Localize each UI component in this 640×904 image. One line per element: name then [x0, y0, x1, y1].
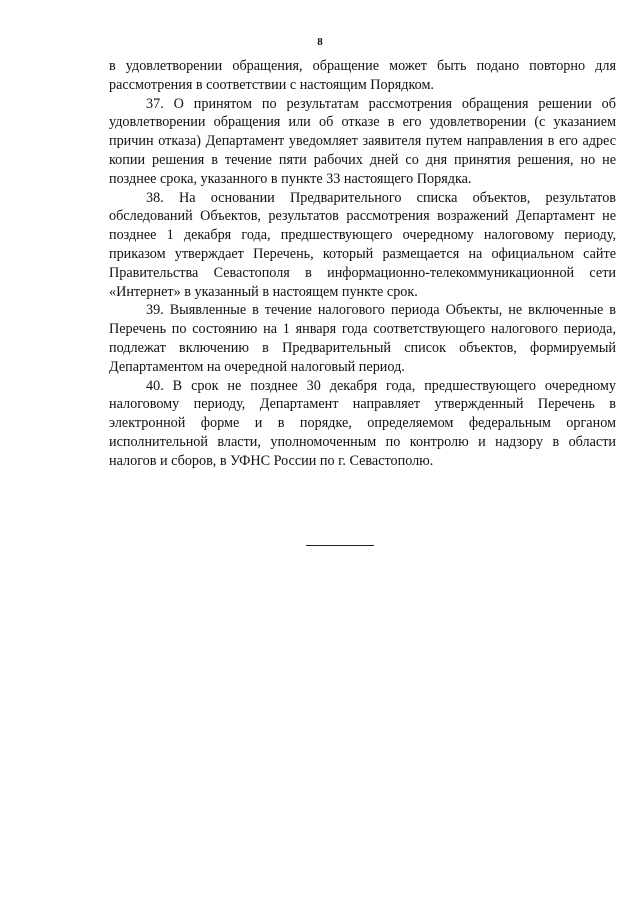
paragraph-item-38: 38. На основании Предварительного списка объектов, результатов обследований Объектов, результатов рассмотрения возражений Департамент не позднее 1 декабря года, предшествующего очередному налоговому периоду, приказом утверждает Перечень, который размещается на официальном сайте Правительства Севастополя в информационно-телекоммуникационной сети «Интернет» в указанный в настоящем пункте срок.	[109, 189, 616, 300]
paragraph-item-37: 37. О принятом по результатам рассмотрения обращения решении об удовлетворении обращения или об отказе в его удовлетворении (с указанием причин отказа) Департамент уведомляет заявителя путем направления в его адрес копии решения в течение пяти рабочих дней со дня принятия решения, но не позднее срока, указанного в пункте 33 настоящего Порядка.	[109, 95, 616, 187]
paragraph-item-39: 39. Выявленные в течение налогового периода Объекты, не включенные в Перечень по состоянию на 1 января года соответствующего налогового периода, подлежат включению в Предварительный список объектов, формируемый Департаментом на очередной налоговый период.	[109, 302, 616, 375]
paragraph-continuation: в удовлетворении обращения, обращение может быть подано повторно для рассмотрения в соответствии с настоящим Порядком.	[109, 58, 616, 93]
page-number: 8	[317, 36, 323, 48]
end-of-document-rule	[306, 545, 374, 546]
document-body	[109, 57, 616, 471]
paragraph-item-40: 40. В срок не позднее 30 декабря года, предшествующего очередному налоговому периоду, Департамент направляет утвержденный Перечень в электронной форме и в порядке, определяемом федеральным органом исполнительной власти, уполномоченным по контролю и надзору в области налогов и сборов, в УФНС России по г. Севастополю.	[109, 377, 616, 469]
